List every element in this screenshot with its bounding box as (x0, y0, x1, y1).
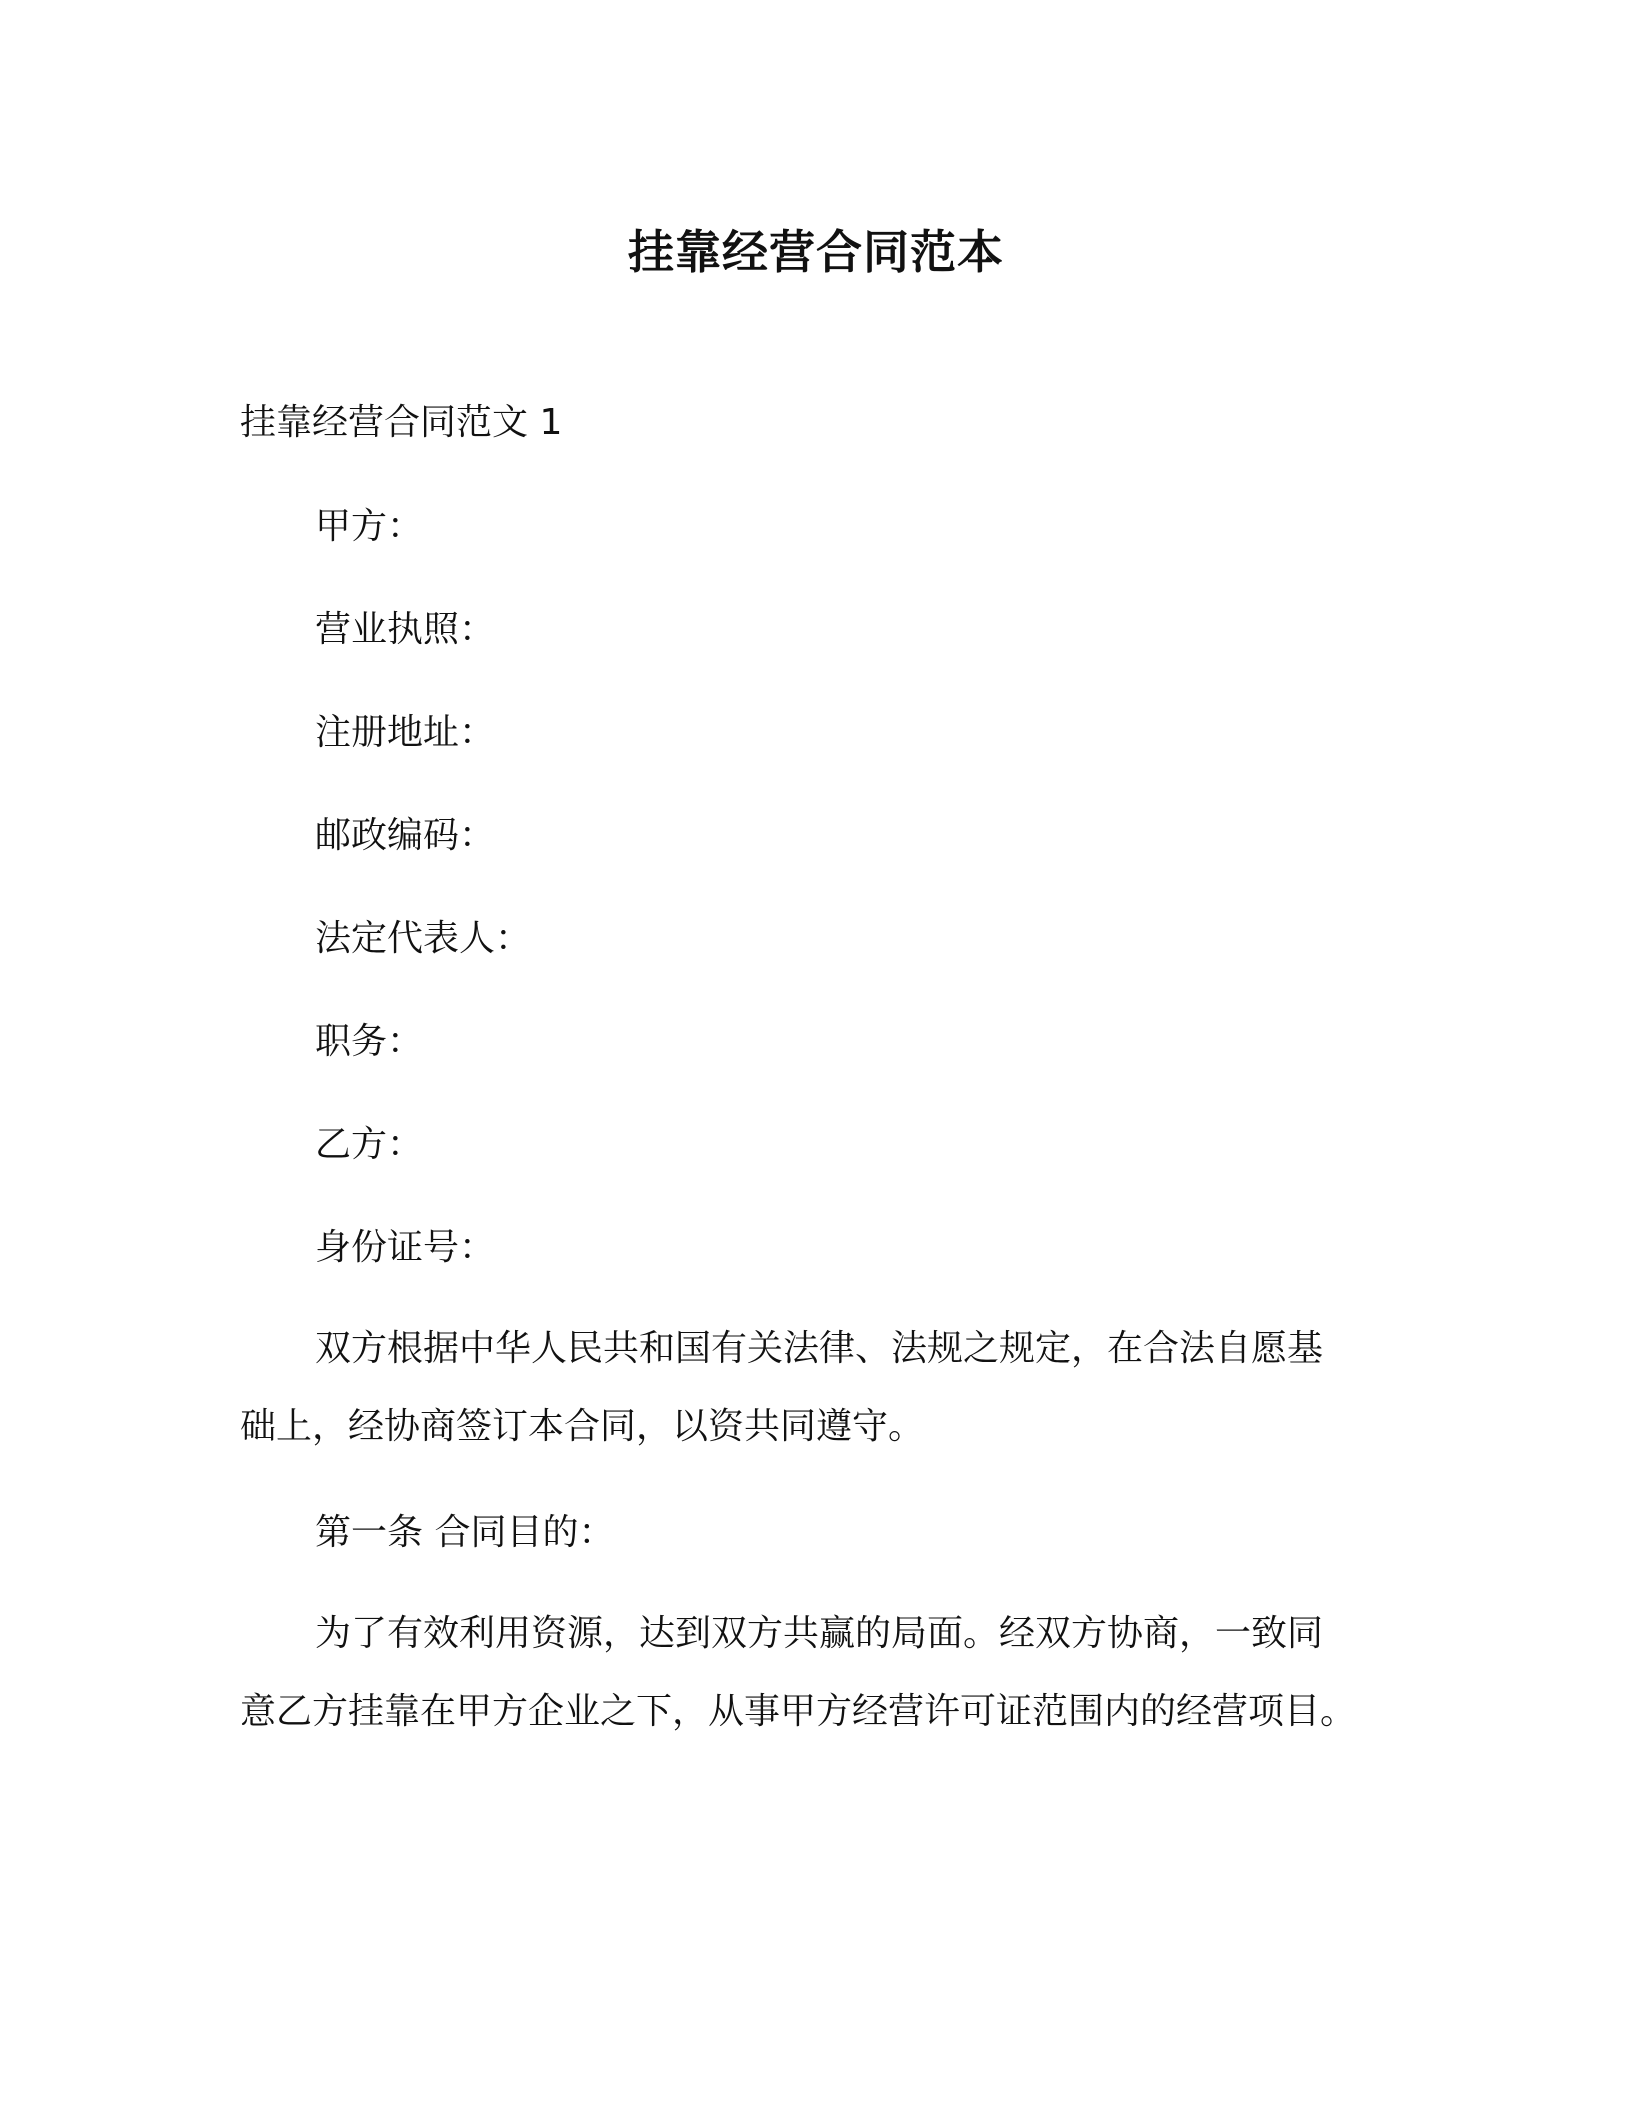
field-id-number: 身份证号： (315, 1227, 496, 1268)
field-legal-representative: 法定代表人： (315, 918, 532, 959)
article-1-paragraph-line-1: 为了有效利用资源，达到双方共赢的局面。经双方协商，一致同 (315, 1613, 1324, 1654)
field-business-license: 营业执照： (315, 609, 496, 650)
section-heading: 挂靠经营合同范文 1 (240, 402, 563, 443)
field-position: 职务： (315, 1021, 424, 1062)
field-party-b: 乙方： (315, 1124, 424, 1165)
document-title: 挂靠经营合同范本 (628, 225, 1004, 279)
article-1-paragraph-line-2: 意乙方挂靠在甲方企业之下，从事甲方经营许可证范围内的经营项目。 (240, 1691, 1357, 1732)
field-registered-address: 注册地址： (315, 712, 496, 753)
intro-paragraph-line-2: 础上，经协商签订本合同，以资共同遵守。 (240, 1406, 925, 1447)
field-postal-code: 邮政编码： (315, 815, 496, 856)
intro-paragraph (240, 1310, 1380, 1466)
article-1-paragraph (240, 1595, 1380, 1751)
intro-paragraph-line-1: 双方根据中华人民共和国有关法律、法规之规定，在合法自愿基 (315, 1328, 1324, 1369)
field-party-a: 甲方： (315, 506, 424, 547)
article-1-heading: 第一条 合同目的： (315, 1512, 615, 1553)
